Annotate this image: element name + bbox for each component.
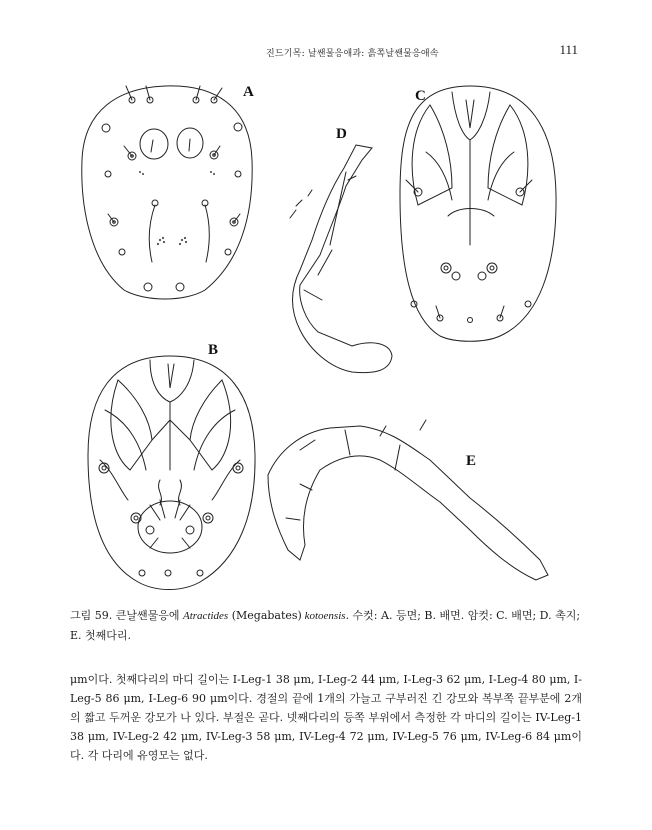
panel-label-e: E [466,453,477,469]
panel-label-c: C [415,88,426,104]
panel-a-dorsal-view [82,84,254,299]
panel-label-a: A [243,84,254,100]
panel-e-first-leg [268,420,548,580]
panel-label-b: B [208,342,219,358]
figure-caption [70,606,582,645]
panel-d-palp [290,126,392,373]
caption-genus: Atractides [183,610,229,622]
running-title: 진드기목: 날쌘물응애과: 흙쪽날쌘물응애속 [266,49,439,59]
page-number: 111 [559,42,578,57]
panel-label-d: D [336,126,347,142]
caption-prefix: 그림 59. 큰날쌘물응에 [70,609,183,622]
panel-c-ventral-view [400,86,556,341]
caption-subgenus: (Megabates) [231,609,302,622]
panel-b-ventral-view [88,342,255,590]
caption-species: kotoensis [301,610,346,622]
body-paragraph: μm이다. 첫째다리의 마디 길이는 I-Leg-1 38 μm, I-Leg-2 44 μm, I-Leg-3 62 μm, I-Leg-4 80 μm, I-Leg-5 86 μm, I-Leg-6 90 μm이다. 경절의 끝에 1개의 가늘고 구부러진 긴 강모와 복부쪽 끝부분에 2개의 짧고 두꺼운 강모가 나 있다. 부절은 곧다. 넷째다리의 등쪽 부위에서 측정한 각 마디의 길이는 IV-Leg-1 38 μm, IV-Leg-2 42 μm, IV-Leg-3 58 μm, IV-Leg-4 72 μm, IV-Leg-5 76 μm, IV-Leg-6 84 μm이다. 각 다리에 유영모는 없다. [70,673,582,762]
caption-rest: . 수컷: A. 등면; B. 배면. 암컷: C. 배면; D. 촉지; E. 첫째다리. [70,609,581,642]
